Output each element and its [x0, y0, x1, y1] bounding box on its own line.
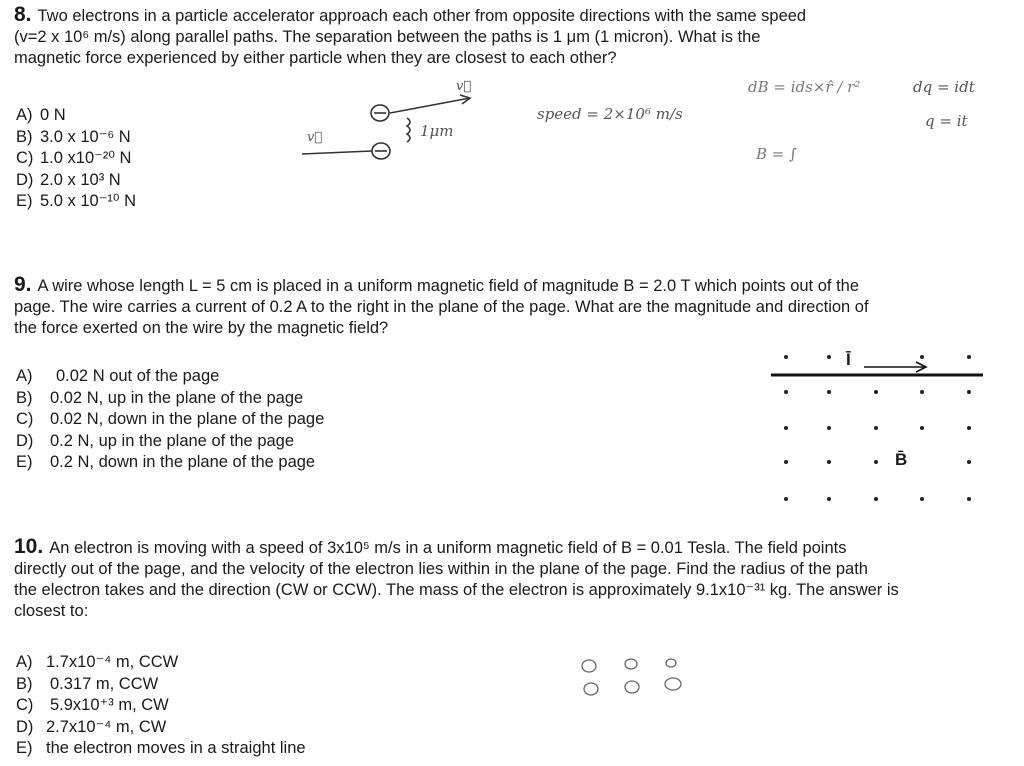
answer-option[interactable]: D) 0.2 N, up in the plane of the page	[16, 431, 295, 450]
field-dot	[827, 390, 831, 394]
answer-option[interactable]: B) 0.317 m, CCW	[16, 674, 159, 693]
answer-option[interactable]: C) 0.02 N, down in the plane of the page	[16, 410, 325, 428]
field-label: B̄	[895, 450, 908, 469]
question-9-line-1: A wire whose length L = 5 cm is placed in a uniform magnetic field of magnitude B = 2.0 T which points out of the	[37, 277, 860, 295]
question-8-stem	[14, 4, 1014, 69]
question-8-number: 8.	[14, 3, 32, 26]
answer-option[interactable]: B) 3.0 x 10⁻⁶ N	[16, 127, 131, 146]
answer-option[interactable]: C) 1.0 x10⁻²⁰ N	[16, 149, 132, 167]
answer-option[interactable]: E) 5.0 x 10⁻¹⁰ N	[16, 192, 137, 210]
velocity-arrow-top-head	[460, 95, 470, 104]
hand-B-integral: B = ∫	[756, 145, 797, 163]
field-dot	[784, 355, 788, 359]
field-dot	[920, 390, 924, 394]
separation-brace	[407, 118, 410, 142]
current-label: Ī	[846, 350, 851, 369]
field-dot	[967, 390, 971, 394]
question-9-stem	[14, 274, 1014, 339]
field-dot	[874, 497, 878, 501]
field-dot	[920, 497, 924, 501]
answer-option[interactable]: E) the electron moves in a straight line	[16, 739, 306, 757]
answer-option[interactable]: A) 1.7x10⁻⁴ m, CCW	[16, 653, 179, 671]
answer-option[interactable]: B) 0.02 N, up in the plane of the page	[16, 388, 304, 407]
question-9-options	[16, 366, 324, 474]
answer-option[interactable]: E) 0.2 N, down in the plane of the page	[16, 453, 316, 471]
hand-q: q = it	[925, 112, 968, 130]
doodle-circle	[584, 683, 598, 695]
question-8-options	[16, 105, 136, 213]
question-8-line-3: magnetic force experienced by either particle when they are closest to each other?	[14, 49, 617, 67]
field-dot	[827, 355, 831, 359]
question-10-line-2: directly out of the page, and the velocity of the electron lies within in the plane of the page. Find the radius of the path	[14, 560, 868, 578]
hand-dB: dB = ids×r̂ / r²	[748, 78, 861, 96]
doodle-circle	[582, 660, 596, 672]
question-9-line-2: page. The wire carries a current of 0.2 A to the right in the plane of the page. What are the magnitude and direction of	[14, 298, 869, 316]
field-dot	[874, 460, 878, 464]
field-dot	[784, 460, 788, 464]
field-dot	[784, 426, 788, 430]
answer-option[interactable]: C) 5.9x10⁺³ m, CW	[16, 696, 169, 714]
field-dot	[827, 426, 831, 430]
field-dot	[784, 390, 788, 394]
field-dot	[827, 460, 831, 464]
question-10-line-1: An electron is moving with a speed of 3x10⁵ m/s in a uniform magnetic field of B = 0.01 Tesla. The field points	[49, 539, 847, 557]
answer-option[interactable]: A) 0 N	[16, 106, 66, 124]
current-arrow-head	[916, 362, 926, 372]
answer-option[interactable]: A) 0.02 N out of the page	[16, 367, 220, 385]
field-dot	[827, 497, 831, 501]
question-10-line-4: closest to:	[14, 602, 89, 620]
question-9-number: 9.	[14, 273, 32, 296]
doodle-circle	[625, 681, 639, 693]
question-8-line-1: Two electrons in a particle accelerator approach each other from opposite directions with the same speed	[37, 7, 807, 25]
field-dot	[874, 426, 878, 430]
hand-speed: speed = 2×10⁶ m/s	[537, 105, 683, 123]
doodle-circle	[665, 678, 681, 690]
field-dot	[967, 355, 971, 359]
field-dot	[784, 497, 788, 501]
question-10-line-3: the electron takes and the direction (CW or CCW). The mass of the electron is approximately 9.1x10⁻³¹ kg. The answer is	[14, 581, 899, 599]
question-10-number: 10.	[14, 535, 44, 558]
answer-option[interactable]: D) 2.0 x 10³ N	[16, 170, 121, 189]
question-9-line-3: the force exerted on the wire by the magnetic field?	[14, 319, 389, 337]
hand-dq: dq = idt	[913, 78, 975, 96]
question-10-options	[16, 652, 306, 760]
hand-v-bottom: v⃗	[307, 130, 323, 145]
field-dot	[874, 390, 878, 394]
electron-top-icon	[371, 105, 389, 121]
question-10-stem	[14, 536, 1014, 622]
electron-bottom-icon	[372, 143, 390, 159]
field-dot	[967, 460, 971, 464]
doodle-circle	[666, 659, 676, 667]
velocity-arrow-top	[390, 98, 470, 113]
hand-separation: 1μm	[420, 122, 454, 140]
hand-v-top: v⃗	[456, 79, 472, 94]
field-dot	[967, 497, 971, 501]
field-dot	[920, 426, 924, 430]
question-8-line-2: (v=2 x 10⁶ m/s) along parallel paths. The separation between the paths is 1 μm (1 micron). What is the	[14, 28, 761, 46]
field-dot	[967, 426, 971, 430]
field-dot	[920, 355, 924, 359]
answer-option[interactable]: D) 2.7x10⁻⁴ m, CW	[16, 717, 167, 736]
velocity-arrow-bottom	[302, 151, 372, 154]
doodle-circle	[625, 659, 637, 669]
